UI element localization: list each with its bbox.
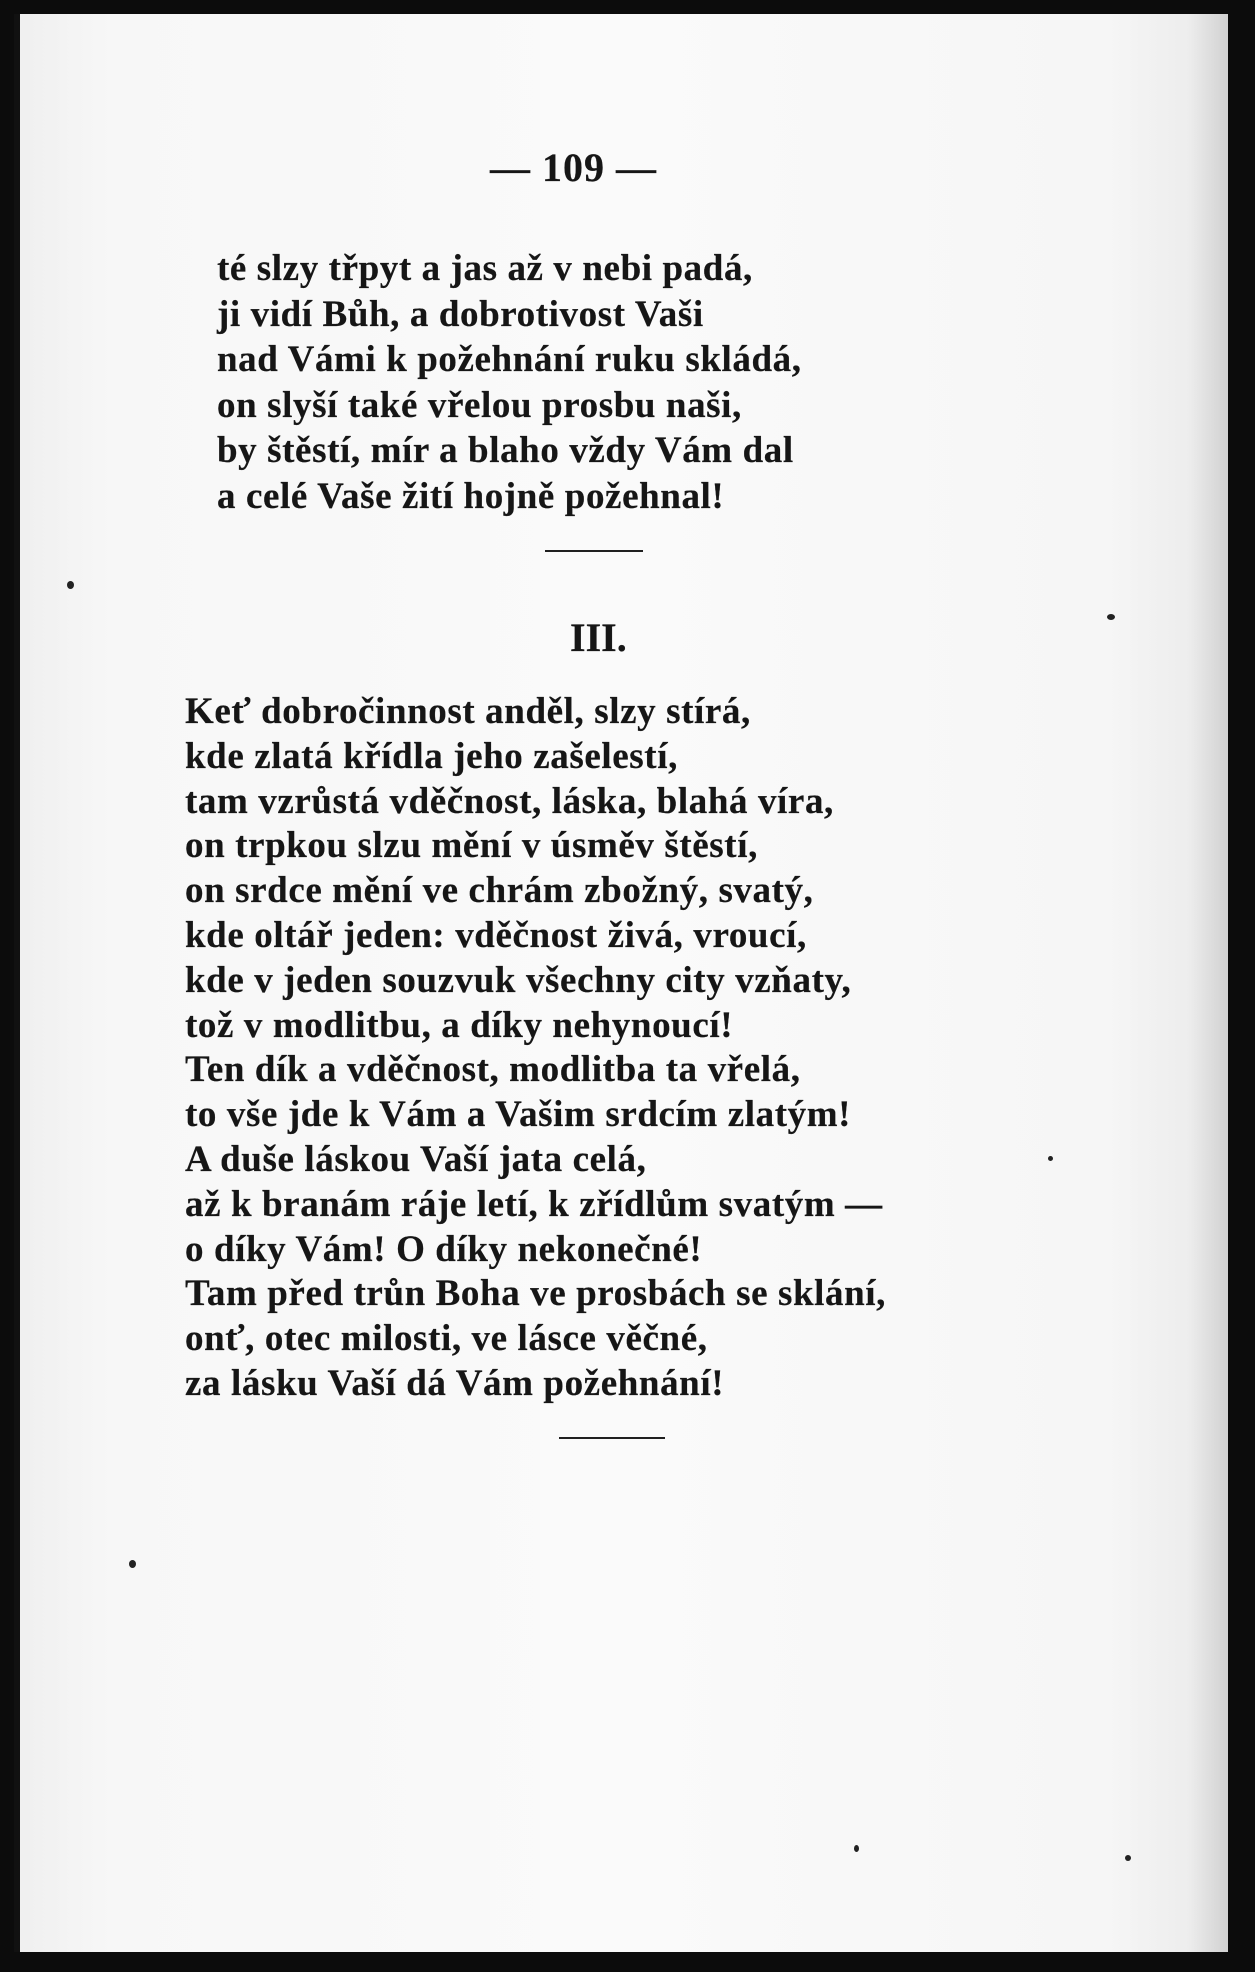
verse-line: by štěstí, mír a blaho vždy Vám dal xyxy=(217,430,794,471)
verse-line: té slzy třpyt a jas až v nebi padá, xyxy=(217,248,753,289)
verse-line: nad Vámi k požehnání ruku skládá, xyxy=(217,339,802,380)
section-divider xyxy=(545,550,643,552)
page-number: — 109 — xyxy=(490,145,657,190)
verse-line: za lásku Vaší dá Vám požehnání! xyxy=(185,1362,725,1404)
verse-line: tam vzrůstá vděčnost, láska, blahá víra, xyxy=(185,780,834,822)
section-heading: III. xyxy=(570,615,627,660)
verse-line: Ten dík a vděčnost, modlitba ta vřelá, xyxy=(185,1049,801,1091)
speck-mark xyxy=(1125,1855,1131,1861)
speck-mark xyxy=(854,1845,859,1852)
speck-mark xyxy=(1107,614,1115,620)
verse-line: kde oltář jeden: vděčnost živá, vroucí, xyxy=(185,914,807,956)
end-divider xyxy=(559,1437,665,1439)
verse-line: to vše jde k Vám a Vašim srdcím zlatým! xyxy=(185,1094,852,1136)
verse-line: a celé Vaše žití hojně požehnal! xyxy=(217,475,725,517)
verse-line: o díky Vám! O díky nekonečné! xyxy=(185,1228,703,1270)
speck-mark xyxy=(129,1560,136,1568)
verse-line: A duše láskou Vaší jata celá, xyxy=(185,1138,647,1180)
speck-mark xyxy=(1048,1156,1053,1161)
verse-line: on srdce mění ve chrám zbožný, svatý, xyxy=(185,870,814,912)
page-gutter-shadow xyxy=(1188,14,1228,1952)
verse-line: on trpkou slzu mění v úsměv štěstí, xyxy=(185,825,758,867)
book-page xyxy=(14,14,1228,1952)
verse-line: Keť dobročinnost anděl, slzy stírá, xyxy=(185,691,751,732)
verse-line: kde v jeden souzvuk všechny city vzňaty, xyxy=(185,959,852,1001)
verse-line: kde zlatá křídla jeho zašelestí, xyxy=(185,735,678,777)
verse-line: Tam před trůn Boha ve prosbách se sklání, xyxy=(185,1273,887,1315)
stanza-1 xyxy=(217,246,802,519)
verse-line: on slyší také vřelou prosbu naši, xyxy=(217,384,742,426)
page-edge-shadow xyxy=(14,14,20,1952)
stanza-2 xyxy=(185,690,886,1407)
speck-mark xyxy=(67,581,74,589)
verse-line: tož v modlitbu, a díky nehynoucí! xyxy=(185,1004,734,1046)
verse-line: onť, otec milosti, ve lásce věčné, xyxy=(185,1318,708,1360)
verse-line: až k branám ráje letí, k zřídlům svatým — xyxy=(185,1183,883,1225)
verse-line: ji vidí Bůh, a dobrotivost Vaši xyxy=(217,293,704,335)
